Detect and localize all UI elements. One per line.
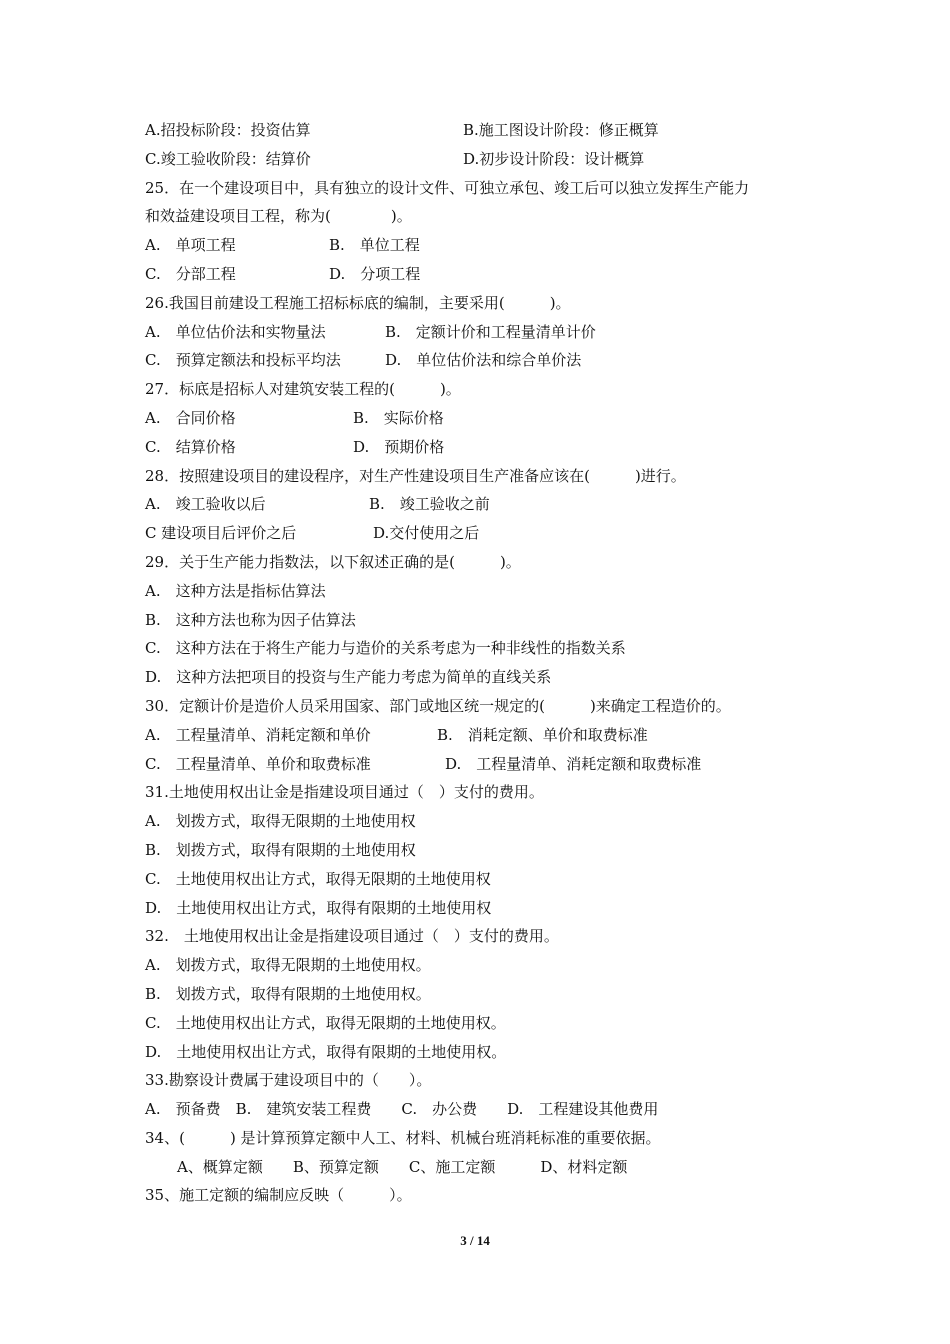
line-text: A. 竣工验收以后 — [145, 495, 266, 514]
text-line — [145, 1153, 825, 1182]
text-line — [145, 231, 825, 260]
line-option-right: B.施工图设计阶段：修正概算 — [463, 121, 659, 139]
line-option-right: B. 定额计价和工程量清单计价 — [385, 322, 596, 341]
line-text: 28．按照建设项目的建设程序，对生产性建设项目生产准备应该在( )进行。 — [145, 466, 686, 485]
line-option-right: D. 预期价格 — [353, 437, 445, 456]
line-text: 27．标底是招标人对建筑安装工程的( )。 — [145, 380, 461, 399]
text-line — [145, 980, 825, 1009]
text-line — [145, 174, 825, 203]
current-page: 3 — [460, 1233, 467, 1248]
line-text: D. 土地使用权出让方式，取得有限期的土地使用权。 — [145, 1042, 507, 1061]
line-option-right: D.交付使用之后 — [373, 524, 480, 543]
page-separator: / — [466, 1233, 477, 1248]
line-option-right: B. 消耗定额、单价和取费标准 — [437, 725, 648, 744]
text-line — [145, 1095, 825, 1124]
text-line — [145, 145, 825, 174]
line-text: 26.我国目前建设工程施工招标标底的编制，主要采用( )。 — [145, 293, 571, 312]
text-line — [145, 865, 825, 894]
line-text: 29．关于生产能力指数法，以下叙述正确的是( )。 — [145, 552, 521, 571]
line-text: D. 土地使用权出让方式，取得有限期的土地使用权 — [145, 898, 492, 917]
text-line — [145, 634, 825, 663]
text-line — [145, 1066, 825, 1095]
line-option-right: B. 单位工程 — [329, 236, 420, 255]
text-line — [145, 346, 825, 375]
line-text: A. 合同价格 — [145, 408, 236, 427]
line-text: B. 划拨方式，取得有限期的土地使用权。 — [145, 984, 431, 1003]
line-text: A. 单项工程 — [145, 236, 236, 255]
line-text: A. 这种方法是指标估算法 — [145, 581, 326, 600]
text-line — [145, 318, 825, 347]
line-text: C. 分部工程 — [145, 264, 236, 283]
line-text: A. 单位估价法和实物量法 — [145, 322, 326, 341]
text-line — [145, 519, 825, 548]
text-line — [145, 462, 825, 491]
line-text: C.竣工验收阶段：结算价 — [145, 149, 311, 168]
line-text: A. 工程量清单、消耗定额和单价 — [145, 725, 371, 744]
line-text: B. 这种方法也称为因子估算法 — [145, 610, 356, 629]
line-text: A、概算定额 B、预算定额 C、施工定额 D、材料定额 — [177, 1157, 628, 1176]
text-line — [145, 1038, 825, 1067]
exam-questions — [145, 116, 825, 1210]
text-line — [145, 692, 825, 721]
text-line — [145, 433, 825, 462]
text-line — [145, 1124, 825, 1153]
line-text: 30．定额计价是造价人员采用国家、部门或地区统一规定的( )来确定工程造价的。 — [145, 696, 731, 715]
line-option-right: B. 实际价格 — [353, 408, 444, 427]
text-line — [145, 606, 825, 635]
line-text: C. 结算价格 — [145, 437, 236, 456]
line-text: C. 土地使用权出让方式，取得无限期的土地使用权。 — [145, 1013, 506, 1032]
text-line — [145, 807, 825, 836]
text-line — [145, 922, 825, 951]
text-line — [145, 577, 825, 606]
text-line — [145, 202, 825, 231]
text-line — [145, 1009, 825, 1038]
line-text: C. 土地使用权出让方式，取得无限期的土地使用权 — [145, 869, 491, 888]
line-text: C. 预算定额法和投标平均法 — [145, 351, 341, 370]
line-option-right: B. 竣工验收之前 — [369, 495, 490, 514]
line-text: A. 划拨方式，取得无限期的土地使用权。 — [145, 956, 431, 975]
line-text: A. 预备费 B. 建筑安装工程费 C. 办公费 D. 工程建设其他费用 — [145, 1100, 659, 1119]
line-text: B. 划拨方式，取得有限期的土地使用权 — [145, 840, 416, 859]
text-line — [145, 951, 825, 980]
line-text: 25．在一个建设项目中，具有独立的设计文件、可独立承包、竣工后可以独立发挥生产能力 — [145, 178, 750, 197]
text-line — [145, 490, 825, 519]
text-line — [145, 1181, 825, 1210]
line-text: A.招投标阶段：投资估算 — [145, 121, 311, 139]
text-line — [145, 260, 825, 289]
line-option-right: D. 分项工程 — [329, 264, 421, 283]
text-line — [145, 778, 825, 807]
total-pages: 14 — [476, 1233, 490, 1248]
line-text: A. 划拨方式，取得无限期的土地使用权 — [145, 812, 416, 831]
line-text: 31.土地使用权出让金是指建设项目通过（ ）支付的费用。 — [145, 783, 544, 802]
line-text: D. 这种方法把项目的投资与生产能力考虑为简单的直线关系 — [145, 668, 552, 687]
line-text: 35、施工定额的编制应反映（ ）。 — [145, 1186, 412, 1205]
line-option-right: D. 单位估价法和综合单价法 — [385, 351, 582, 370]
text-line — [145, 289, 825, 318]
line-text: C 建设项目后评价之后 — [145, 524, 297, 543]
line-text: 32. 土地使用权出让金是指建设项目通过（ ）支付的费用。 — [145, 927, 559, 946]
line-text: 34、( ) 是计算预算定额中人工、材料、机械台班消耗标准的重要依据。 — [145, 1128, 661, 1147]
line-text: C. 这种方法在于将生产能力与造价的关系考虑为一种非线性的指数关系 — [145, 639, 626, 658]
text-line — [145, 721, 825, 750]
text-line — [145, 404, 825, 433]
text-line — [145, 116, 825, 145]
line-text: 33.勘察设计费属于建设项目中的（ ）。 — [145, 1071, 432, 1090]
text-line — [145, 836, 825, 865]
text-line — [145, 750, 825, 779]
text-line — [145, 894, 825, 923]
page-number — [0, 1233, 950, 1249]
line-text: C. 工程量清单、单价和取费标准 — [145, 754, 371, 773]
line-option-right: D.初步设计阶段：设计概算 — [463, 149, 645, 168]
line-option-right: D. 工程量清单、消耗定额和取费标准 — [445, 754, 702, 773]
line-text: 和效益建设项目工程，称为( )。 — [145, 207, 412, 226]
text-line — [145, 375, 825, 404]
text-line — [145, 548, 825, 577]
text-line — [145, 663, 825, 692]
